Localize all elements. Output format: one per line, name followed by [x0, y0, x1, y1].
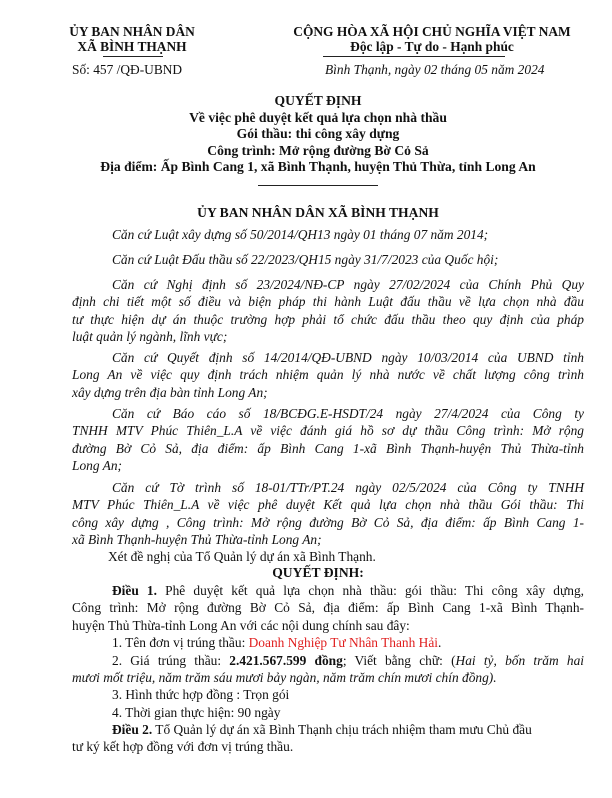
basis-line: luật quản lý ngành, lĩnh vực;	[72, 329, 228, 345]
project-location: Địa điểm: Ấp Bình Cang 1, xã Bình Thạnh, huyện Thủ Thừa, tỉnh Long An	[100, 159, 536, 175]
article-2-label: Điều 2.	[112, 722, 153, 737]
article-2-text: Tổ Quản lý dự án xã Bình Thạnh chịu trách nhiệm tham mưu Chủ đầu	[152, 722, 532, 737]
decision-heading: QUYẾT ĐỊNH:	[272, 565, 364, 580]
article-2	[72, 721, 584, 756]
document-number: Số: 457 /QĐ-UBND	[72, 62, 183, 77]
basis-line: định chi tiết một số điều và biện pháp thi hành Luật đấu thầu về lựa chọn nhà đầu	[72, 294, 584, 310]
authority-heading: ỦY BAN NHÂN DÂN XÃ BÌNH THẠNH	[197, 205, 439, 220]
org-underline	[103, 56, 163, 57]
decision-title: QUYẾT ĐỊNH	[274, 93, 362, 108]
org-line-2: XÃ BÌNH THẠNH	[77, 39, 187, 54]
winning-bidder-label: 1. Tên đơn vị trúng thầu:	[112, 635, 249, 651]
article-1-line-1	[72, 582, 584, 599]
basis-line: tư thực hiện dự án thuộc trường hợp phải tổ chức đấu thầu theo quy định của pháp	[72, 311, 584, 327]
winning-bidder-name: Doanh Nghiệp Tư Nhân Thanh Hải	[248, 635, 438, 651]
basis-line: Căn cứ Tờ trình số 18-01/TTr/PT.24 ngày 02/5/2024 của Công ty TNHH	[112, 480, 584, 495]
article-1	[72, 582, 584, 721]
article-2-line-2: tư ký kết hợp đồng với đơn vị trúng thầu.	[72, 739, 294, 755]
article-1-text: Phê duyệt kết quả lựa chọn nhà thầu: gói thầu: Thi công xây dựng,	[156, 583, 584, 598]
basis-line: Căn cứ Quyết định số 14/2014/QĐ-UBND ngày 10/03/2014 của UBND tỉnh	[112, 350, 584, 365]
article-1-line-2: Công trình: Mở rộng đường Bờ Cỏ Sả, địa điểm: ấp Bình Cang 1-xã Bình Thạnh-	[72, 600, 584, 616]
punct: .	[438, 635, 442, 651]
national-motto: Độc lập - Tự do - Hạnh phúc	[350, 39, 514, 54]
legal-basis-1	[72, 226, 584, 243]
project-name: Công trình: Mở rộng đường Bờ Cỏ Sả	[207, 142, 429, 158]
motto-underline	[323, 56, 505, 57]
basis-line: Căn cứ Luật Đấu thầu số 22/2023/QH15 ngày 31/7/2023 của Quốc hội;	[112, 252, 499, 267]
basis-line: Căn cứ Luật xây dựng số 50/2014/QH13 ngày 01 tháng 07 năm 2014;	[112, 227, 489, 242]
execution-time: 4. Thời gian thực hiện: 90 ngày	[112, 704, 281, 720]
winning-price-words-cont: mươi mốt triệu, năm trăm sáu mươi bảy ngàn, năm trăm chín mươi chín đồng).	[72, 670, 497, 686]
article-1-line-3: huyện Thủ Thừa-tỉnh Long An với các nội dung chính sau đây:	[72, 617, 410, 633]
legal-basis-3	[72, 276, 584, 346]
place-and-date: Bình Thạnh, ngày 02 tháng 05 năm 2024	[325, 62, 545, 77]
winning-price-label: 2. Giá trúng thầu:	[112, 652, 230, 668]
basis-line: MTV Phúc Thiên_L.A về việc phê duyệt Kết quả lựa chọn nhà thầu Gói thầu: Thi	[72, 497, 584, 513]
consideration	[72, 548, 584, 565]
article-2-line-1	[72, 721, 584, 738]
winning-price-amount: 2.421.567.599 đồng	[229, 652, 343, 668]
national-header	[262, 24, 602, 54]
winning-price-words-label: ; Viết bằng chữ: (	[342, 652, 456, 668]
bid-package: Gói thầu: thi công xây dựng	[236, 126, 400, 142]
basis-line: Căn cứ Nghị định số 23/2024/NĐ-CP ngày 27/02/2024 của Chính Phủ Quy	[112, 277, 584, 292]
nation-name: CỘNG HÒA XÃ HỘI CHỦ NGHĨA VIỆT NAM	[293, 24, 571, 39]
winning-bidder	[72, 634, 584, 651]
basis-line: Căn cứ Báo cáo số 18/BCĐG.E-HSDT/24 ngày 27/4/2024 của Công ty	[112, 406, 584, 421]
winning-price	[72, 652, 584, 669]
decision-title-block	[0, 93, 612, 176]
basis-line: xây dựng trên địa bàn tỉnh Long An;	[72, 384, 268, 400]
legal-basis-2	[72, 251, 584, 268]
consideration-text: Xét đề nghị của Tổ Quản lý dự án xã Bình Thạnh.	[108, 549, 376, 564]
basis-line: công xây dựng , Công trình: Mở rộng đường Bờ Cỏ Sả, địa điểm: ấp Bình Cang 1-	[72, 514, 584, 530]
legal-basis-5	[72, 405, 584, 475]
article-1-label: Điều 1.	[112, 583, 157, 598]
basis-line: xã Bình Thạnh-huyện Thủ Thừa-tỉnh Long An;	[72, 532, 322, 548]
org-line-1: ỦY BAN NHÂN DÂN	[69, 24, 195, 39]
decision-subject: Về việc phê duyệt kết quả lựa chọn nhà thầu	[189, 109, 447, 125]
legal-basis-6	[72, 479, 584, 549]
basis-line: đường Bờ Cỏ Sả, địa điểm: ấp Bình Cang 1-xã Bình Thạnh-huyện Thủ Thừa-tỉnh	[72, 440, 584, 456]
winning-price-words: Hai tỷ, bốn trăm hai	[455, 652, 584, 668]
basis-line: Long An;	[72, 458, 122, 474]
contract-type: 3. Hình thức hợp đồng : Trọn gói	[112, 687, 290, 703]
title-underline	[258, 185, 378, 186]
basis-line: TNHH MTV Phúc Thiên_L.A về việc đánh giá hồ sơ dự thầu Công trình: Mở rộng	[72, 423, 584, 439]
legal-basis-4	[72, 349, 584, 401]
basis-line: Long An về việc quy định trách nhiệm quản lý nhà nước về chất lượng công trình	[72, 367, 584, 383]
issuing-org-name	[62, 24, 202, 54]
